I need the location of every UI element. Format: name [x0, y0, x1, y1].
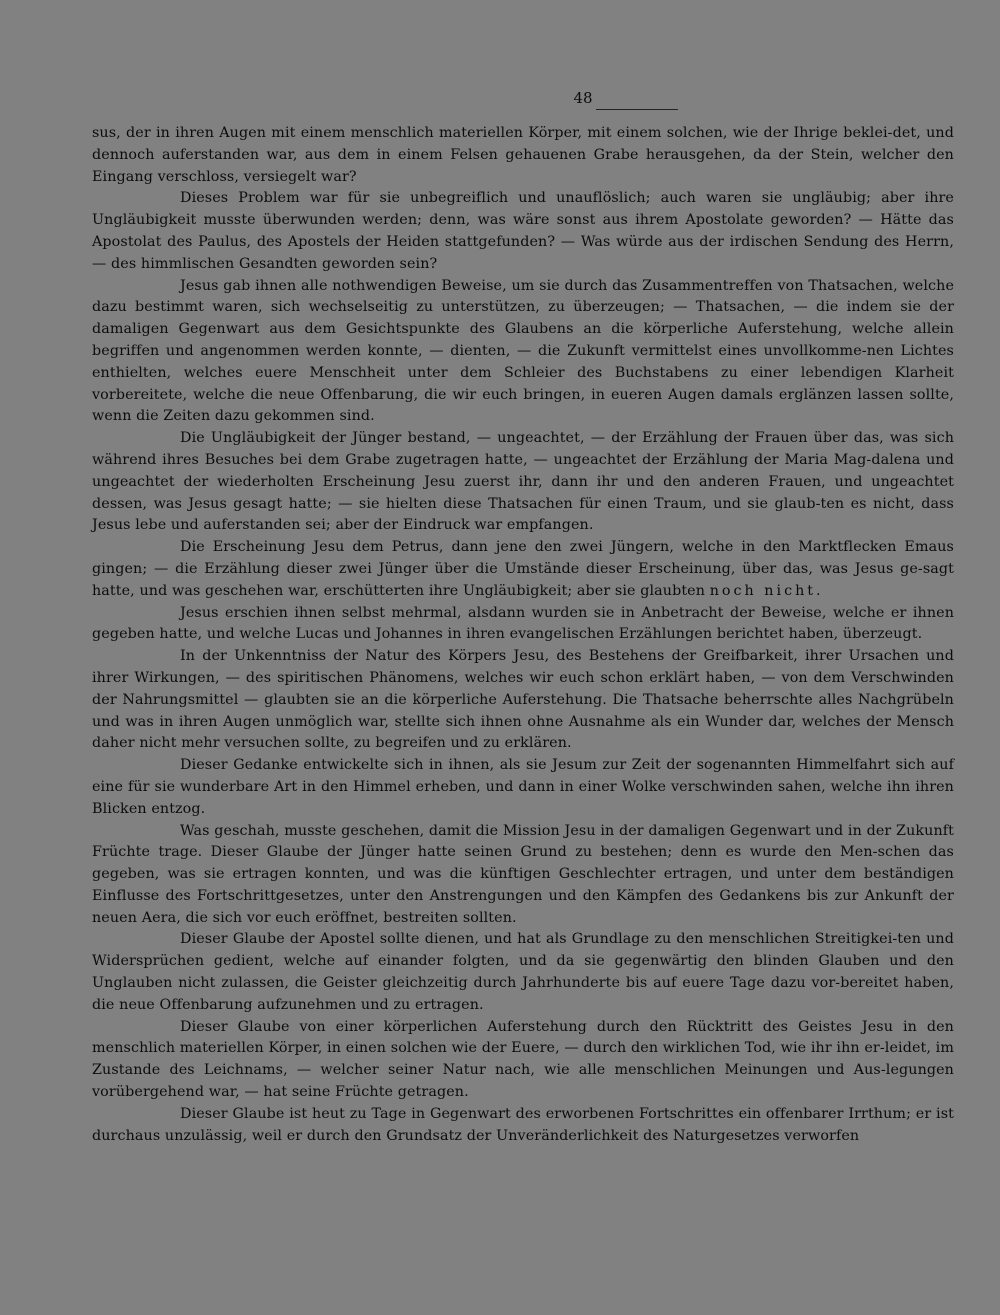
emphasized-text: noch nicht — [709, 582, 817, 599]
page-number-text: 48 — [573, 89, 593, 107]
paragraph: Dieser Glaube von einer körperlichen Auferstehung durch den Rücktritt des Geistes Jesu in den menschlich materiellen Körper, in einen solchen wie der Euere, — durch den wirklichen Tod, wie ihr ihn er-leidet, im Zustande des Leichnams, — welcher seiner Natur nach, wie alle menschlichen Meinungen und Aus-legungen vorübergehend war, — hat seine Früchte getragen. — [92, 1018, 954, 1101]
paragraph: sus, der in ihren Augen mit einem menschlich materiellen Körper, mit einem solchen, wie der Ihrige beklei-det, und dennoch auferstanden war, aus dem in einem Felsen gehauenen Grabe herausgehen, da der Stein, welcher den Eingang verschloss, versiegelt war? — [92, 125, 954, 185]
paragraph: Dieser Glaube der Apostel sollte dienen, und hat als Grundlage zu den menschlichen Streitigkei-ten und Widersprüchen gedient, welche auf einander folgten, und da sie gegenwärtig den blinden Glauben und den Unglauben nicht zulassen, die Geister gleichzeitig durch Jahrhunderte bis auf euere Tage dazu vor-bereitet haben, die neue Offenbarung aufzunehmen und zu ertragen. — [92, 931, 954, 1013]
page-content — [92, 88, 954, 1147]
paragraph-end: . — [816, 582, 821, 599]
paragraph-text: Die Erscheinung Jesu dem Petrus, dann jene den zwei Jüngern, welche in den Marktflecken Emaus gingen; — die Erzählung dieser zwei Jünger über die Umstände dieser Erscheinung, über das, was Jesus ge-sagt hatte, und was geschehen war, erschütterten ihre Ungläubigkeit; aber sie glaubten — [92, 539, 954, 599]
paragraph — [92, 537, 954, 602]
page-number — [152, 88, 1000, 108]
paragraph: Jesus gab ihnen alle nothwendigen Beweise, um sie durch das Zusammentreffen von Thatsachen, welche dazu bestimmt waren, sich wechselseitig zu unterstützen, zu überzeugen; — Thatsachen, — die indem sie der damaligen Gegenwart aus dem Gesichtspunkte des Glaubens an die körperliche Auferstehung, welche allein begriffen und angenommen werden konnte, — dienten, — die Zukunft vermittelst eines unvollkomme-nen Lichtes enthielten, welches euere Menschheit unter dem Schleier des Buchstabens zu einer lebendigen Klarheit vorbereitete, welche die neue Offenbarung, die wir euch bringen, in eueren Augen damals erglänzen lassen sollte, wenn die Zeiten dazu gekommen sind. — [92, 277, 954, 425]
paragraph: Dieser Glaube ist heut zu Tage in Gegenwart des erworbenen Fortschrittes ein offenbarer Irrthum; er ist durchaus unzulässig, weil er durch den Grundsatz der Unveränderlichkeit des Naturgesetzes verworfen — [92, 1105, 954, 1144]
paragraph: Dieser Gedanke entwickelte sich in ihnen, als sie Jesum zur Zeit der sogenannten Himmelfahrt sich auf eine für sie wunderbare Art in den Himmel erheben, und dann in einer Wolke verschwinden sahen, welche ihn ihren Blicken entzog. — [92, 757, 954, 817]
paragraph: Jesus erschien ihnen selbst mehrmal, alsdann wurden sie in Anbetracht der Beweise, welche er ihnen gegeben hatte, und welche Lucas und Johannes in ihren evangelischen Erzählungen berichtet haben, überzeugt. — [92, 604, 954, 643]
paragraph: In der Unkenntniss der Natur des Körpers Jesu, des Bestehens der Greifbarkeit, ihrer Ursachen und ihrer Wirkungen, — des spiritischen Phänomens, welches wir euch schon erklärt haben, — von dem Verschwinden der Nahrungsmittel — glaubten sie an die körperliche Auferstehung. Die Thatsache beherrschte alles Nachgrübeln und was in ihren Augen unmöglich war, stellte sich ihnen ohne Ausnahme als ein Wunder dar, welches der Mensch daher nicht mehr versuchen sollte, zu begreifen und zu erklären. — [92, 648, 954, 752]
body-text — [92, 123, 954, 1147]
paragraph: Dieses Problem war für sie unbegreiflich und unauflöslich; auch waren sie ungläubig; aber ihre Ungläubigkeit musste überwunden werden; denn, was wäre sonst aus ihrem Apostolate geworden? — Hätte das Apostolat des Paulus, des Apostels der Heiden stattgefunden? — Was würde aus der irdischen Sendung des Herrn, — des himmlischen Gesandten geworden sein? — [92, 190, 954, 272]
paragraph: Die Ungläubigkeit der Jünger bestand, — ungeachtet, — der Erzählung der Frauen über das, was sich während ihres Besuches bei dem Grabe zugetragen hatte, — ungeachtet der Erzählung der Maria Mag-dalena und ungeachtet der wiederholten Erscheinung Jesu zuerst ihr, dann ihr und den anderen Frauen, und ungeachtet dessen, was Jesus gesagt hatte; — sie hielten diese Thatsachen für einen Traum, und sie glaub-ten es nicht, dass Jesus lebe und auferstanden sei; aber der Eindruck war empfangen. — [92, 430, 954, 534]
paragraph: Was geschah, musste geschehen, damit die Mission Jesu in der damaligen Gegenwart und in der Zukunft Früchte trage. Dieser Glaube der Jünger hatte seinen Grund zu bestehen; denn es wurde den Men-schen das gegeben, was sie ertragen konnten, und was die künftigen Geschlechter ertragen, und unter dem beständigen Einflusse des Fortschrittgesetzes, unter den Anstrengungen und den Kämpfen des Gedankens bis zur Ankunft der neuen Aera, die sich vor euch eröffnet, bestreiten sollten. — [92, 822, 954, 926]
page-number-rule — [596, 109, 678, 110]
